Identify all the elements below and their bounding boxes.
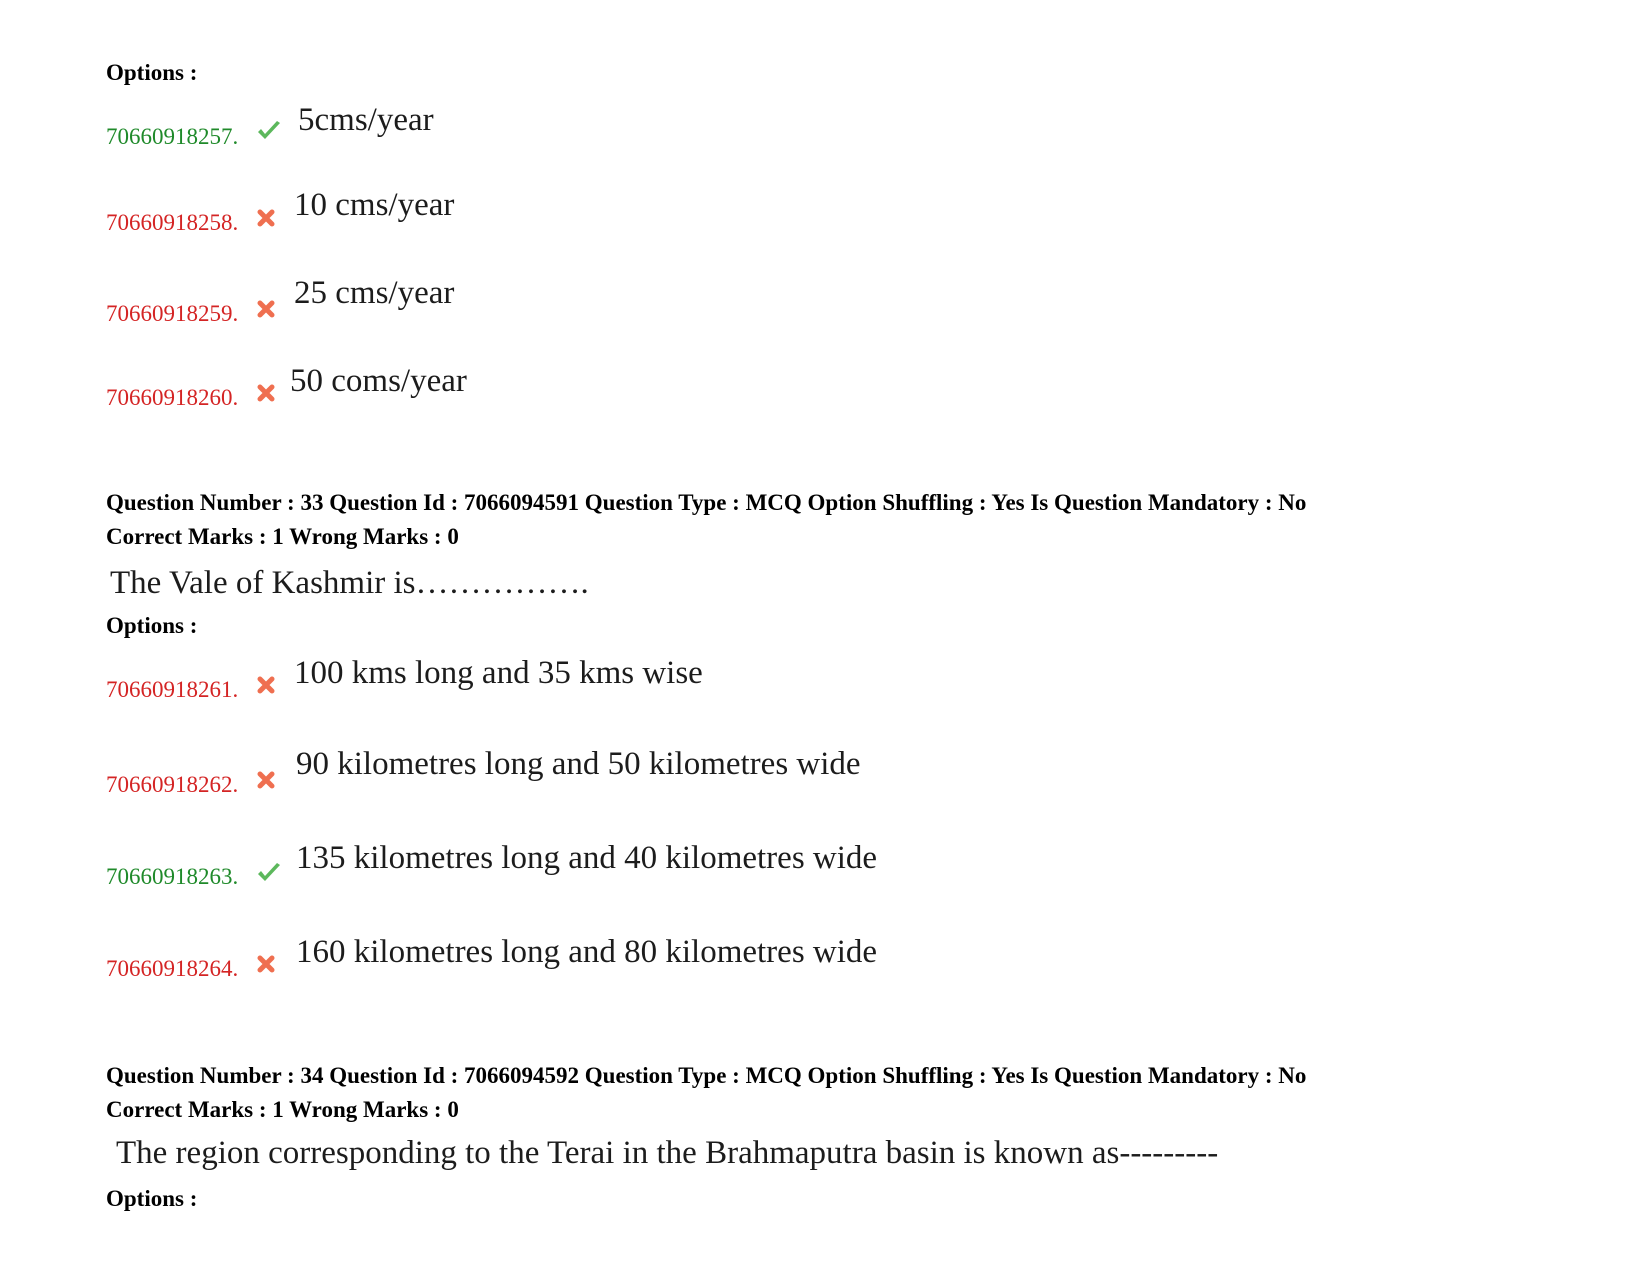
question-marks: Correct Marks : 1 Wrong Marks : 0 xyxy=(106,1097,459,1122)
option-id: 70660918260. xyxy=(106,385,239,410)
option-id: 70660918261. xyxy=(106,677,239,702)
option-id: 70660918262. xyxy=(106,772,239,797)
cross-icon xyxy=(256,769,282,791)
option-id: 70660918264. xyxy=(106,956,239,981)
question-text: The Vale of Kashmir is……………. xyxy=(110,565,589,601)
cross-icon xyxy=(256,382,282,404)
cross-icon xyxy=(256,207,282,229)
check-icon xyxy=(256,862,282,884)
option-text: 100 kms long and 35 kms wise xyxy=(294,655,703,691)
options-label: Options : xyxy=(106,60,198,85)
cross-icon xyxy=(256,674,282,696)
option-text: 135 kilometres long and 40 kilometres wide xyxy=(296,840,878,876)
option-id: 70660918259. xyxy=(106,301,239,326)
options-label: Options : xyxy=(106,1186,198,1211)
option-id: 70660918258. xyxy=(106,210,239,235)
option-text: 10 cms/year xyxy=(294,187,455,223)
check-icon xyxy=(256,120,282,142)
option-text: 5cms/year xyxy=(298,102,434,138)
question-meta: Question Number : 34 Question Id : 7066094592 Question Type : MCQ Option Shuffling : Yes Is Question Mandatory : No xyxy=(106,1063,1307,1088)
cross-icon xyxy=(256,298,282,320)
question-marks: Correct Marks : 1 Wrong Marks : 0 xyxy=(106,524,459,549)
option-id: 70660918257. xyxy=(106,124,239,149)
options-label: Options : xyxy=(106,613,198,638)
question-text: The region corresponding to the Terai in the Brahmaputra basin is known as--------- xyxy=(116,1135,1219,1171)
option-text: 90 kilometres long and 50 kilometres wide xyxy=(296,746,861,782)
question-meta: Question Number : 33 Question Id : 7066094591 Question Type : MCQ Option Shuffling : Yes Is Question Mandatory : No xyxy=(106,490,1307,515)
option-text: 160 kilometres long and 80 kilometres wide xyxy=(296,934,878,970)
option-text: 50 coms/year xyxy=(290,363,467,399)
cross-icon xyxy=(256,953,282,975)
option-text: 25 cms/year xyxy=(294,275,455,311)
option-id: 70660918263. xyxy=(106,864,239,889)
